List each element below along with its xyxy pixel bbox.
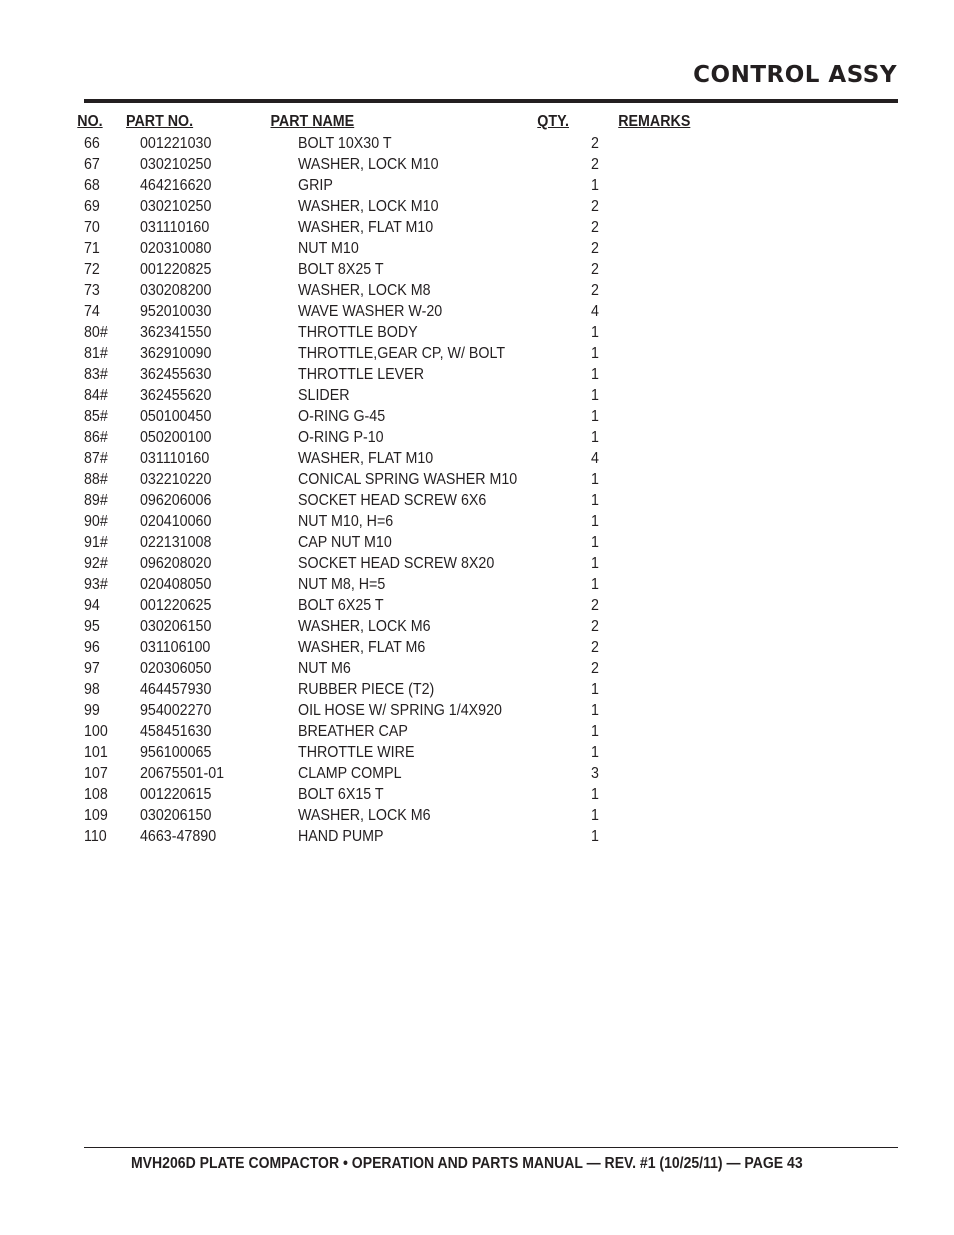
cell-no: 72 bbox=[84, 261, 100, 278]
table-row bbox=[0, 427, 954, 448]
cell-no: 93# bbox=[84, 576, 108, 593]
cell-qty: 2 bbox=[591, 240, 599, 257]
cell-qty: 2 bbox=[591, 198, 599, 215]
cell-part-name: NUT M6 bbox=[298, 660, 351, 677]
cell-part-name: O-RING P-10 bbox=[298, 429, 384, 446]
table-row bbox=[0, 343, 954, 364]
cell-part-name: WAVE WASHER W-20 bbox=[298, 303, 443, 320]
cell-no: 97 bbox=[84, 660, 100, 677]
cell-qty: 2 bbox=[591, 597, 599, 614]
table-row bbox=[0, 448, 954, 469]
cell-part-name: CAP NUT M10 bbox=[298, 534, 392, 551]
cell-part-no: 050100450 bbox=[140, 408, 212, 425]
cell-qty: 2 bbox=[591, 135, 599, 152]
cell-part-no: 001221030 bbox=[140, 135, 212, 152]
cell-part-name: O-RING G-45 bbox=[298, 408, 386, 425]
cell-qty: 1 bbox=[591, 576, 599, 593]
cell-part-no: 020306050 bbox=[140, 660, 212, 677]
table-row bbox=[0, 154, 954, 175]
cell-part-no: 022131008 bbox=[140, 534, 212, 551]
cell-qty: 1 bbox=[591, 513, 599, 530]
cell-part-name: NUT M8, H=5 bbox=[298, 576, 386, 593]
cell-no: 107 bbox=[84, 765, 108, 782]
title-rule bbox=[84, 99, 898, 103]
table-row bbox=[0, 217, 954, 238]
table-row bbox=[0, 679, 954, 700]
cell-part-name: RUBBER PIECE (T2) bbox=[298, 681, 435, 698]
cell-part-no: 030210250 bbox=[140, 156, 212, 173]
cell-part-name: BOLT 10X30 T bbox=[298, 135, 392, 152]
table-row bbox=[0, 490, 954, 511]
cell-qty: 2 bbox=[591, 261, 599, 278]
cell-part-no: 464216620 bbox=[140, 177, 212, 194]
cell-part-name: THROTTLE LEVER bbox=[298, 366, 424, 383]
page-footer: MVH206D PLATE COMPACTOR • OPERATION AND PARTS MANUAL — REV. #1 (10/25/11) — PAGE 43 bbox=[131, 1155, 803, 1172]
cell-part-no: 030206150 bbox=[140, 807, 212, 824]
table-row bbox=[0, 721, 954, 742]
table-row bbox=[0, 805, 954, 826]
cell-no: 74 bbox=[84, 303, 100, 320]
table-row bbox=[0, 616, 954, 637]
cell-no: 66 bbox=[84, 135, 100, 152]
cell-no: 100 bbox=[84, 723, 108, 740]
header-part-no: PART NO. bbox=[126, 113, 194, 130]
cell-no: 81# bbox=[84, 345, 108, 362]
cell-part-name: BOLT 6X25 T bbox=[298, 597, 384, 614]
cell-no: 90# bbox=[84, 513, 108, 530]
cell-qty: 1 bbox=[591, 324, 599, 341]
cell-part-name: THROTTLE,GEAR CP, W/ BOLT bbox=[298, 345, 506, 362]
cell-no: 69 bbox=[84, 198, 100, 215]
table-row bbox=[0, 763, 954, 784]
cell-part-no: 031110160 bbox=[140, 450, 210, 467]
table-row bbox=[0, 553, 954, 574]
table-row bbox=[0, 364, 954, 385]
cell-qty: 2 bbox=[591, 660, 599, 677]
table-row bbox=[0, 238, 954, 259]
cell-part-name: CLAMP COMPL bbox=[298, 765, 402, 782]
cell-part-name: BREATHER CAP bbox=[298, 723, 408, 740]
cell-part-name: BOLT 8X25 T bbox=[298, 261, 384, 278]
cell-part-name: WASHER, LOCK M10 bbox=[298, 198, 439, 215]
cell-part-name: HAND PUMP bbox=[298, 828, 384, 845]
cell-no: 71 bbox=[84, 240, 100, 257]
cell-qty: 1 bbox=[591, 807, 599, 824]
cell-part-name: WASHER, LOCK M8 bbox=[298, 282, 431, 299]
cell-no: 108 bbox=[84, 786, 108, 803]
cell-qty: 2 bbox=[591, 219, 599, 236]
table-row bbox=[0, 406, 954, 427]
table-row bbox=[0, 574, 954, 595]
table-row bbox=[0, 826, 954, 847]
cell-qty: 1 bbox=[591, 534, 599, 551]
cell-no: 67 bbox=[84, 156, 100, 173]
cell-part-no: 030208200 bbox=[140, 282, 212, 299]
cell-part-no: 032210220 bbox=[140, 471, 212, 488]
table-row bbox=[0, 133, 954, 154]
table-row bbox=[0, 532, 954, 553]
cell-part-name: SOCKET HEAD SCREW 6X6 bbox=[298, 492, 487, 509]
cell-part-name: SLIDER bbox=[298, 387, 350, 404]
cell-no: 101 bbox=[84, 744, 108, 761]
cell-no: 92# bbox=[84, 555, 108, 572]
cell-no: 88# bbox=[84, 471, 108, 488]
cell-part-no: 362341550 bbox=[140, 324, 212, 341]
cell-part-name: GRIP bbox=[298, 177, 333, 194]
cell-no: 68 bbox=[84, 177, 100, 194]
cell-no: 73 bbox=[84, 282, 100, 299]
table-row bbox=[0, 658, 954, 679]
cell-part-no: 030206150 bbox=[140, 618, 212, 635]
table-row bbox=[0, 784, 954, 805]
table-row bbox=[0, 280, 954, 301]
cell-qty: 1 bbox=[591, 786, 599, 803]
table-row bbox=[0, 196, 954, 217]
cell-no: 85# bbox=[84, 408, 108, 425]
cell-part-no: 020410060 bbox=[140, 513, 212, 530]
cell-part-name: THROTTLE BODY bbox=[298, 324, 418, 341]
cell-qty: 1 bbox=[591, 345, 599, 362]
cell-part-no: 050200100 bbox=[140, 429, 212, 446]
table-row bbox=[0, 700, 954, 721]
cell-no: 98 bbox=[84, 681, 100, 698]
cell-part-name: OIL HOSE W/ SPRING 1/4X920 bbox=[298, 702, 502, 719]
cell-qty: 1 bbox=[591, 828, 599, 845]
table-row bbox=[0, 511, 954, 532]
cell-part-no: 458451630 bbox=[140, 723, 212, 740]
table-row bbox=[0, 469, 954, 490]
cell-part-no: 20675501-01 bbox=[140, 765, 225, 782]
cell-part-no: 954002270 bbox=[140, 702, 212, 719]
cell-no: 99 bbox=[84, 702, 100, 719]
table-row bbox=[0, 637, 954, 658]
cell-part-no: 362910090 bbox=[140, 345, 212, 362]
table-row bbox=[0, 595, 954, 616]
cell-part-name: CONICAL SPRING WASHER M10 bbox=[298, 471, 518, 488]
cell-qty: 1 bbox=[591, 702, 599, 719]
cell-qty: 1 bbox=[591, 177, 599, 194]
cell-part-name: SOCKET HEAD SCREW 8X20 bbox=[298, 555, 495, 572]
cell-part-name: WASHER, FLAT M10 bbox=[298, 450, 434, 467]
cell-part-no: 362455620 bbox=[140, 387, 212, 404]
header-remarks: REMARKS bbox=[618, 113, 691, 130]
cell-part-no: 001220825 bbox=[140, 261, 212, 278]
page-title: CONTROL ASSY bbox=[693, 62, 897, 88]
cell-part-no: 952010030 bbox=[140, 303, 212, 320]
cell-qty: 1 bbox=[591, 387, 599, 404]
cell-qty: 2 bbox=[591, 156, 599, 173]
cell-part-name: BOLT 6X15 T bbox=[298, 786, 384, 803]
cell-qty: 1 bbox=[591, 471, 599, 488]
cell-no: 86# bbox=[84, 429, 108, 446]
header-qty: QTY. bbox=[537, 113, 569, 130]
cell-qty: 2 bbox=[591, 618, 599, 635]
cell-no: 89# bbox=[84, 492, 108, 509]
cell-no: 94 bbox=[84, 597, 100, 614]
cell-no: 95 bbox=[84, 618, 100, 635]
cell-qty: 1 bbox=[591, 429, 599, 446]
cell-part-no: 956100065 bbox=[140, 744, 212, 761]
cell-no: 84# bbox=[84, 387, 108, 404]
cell-part-no: 362455630 bbox=[140, 366, 212, 383]
cell-no: 96 bbox=[84, 639, 100, 656]
table-row bbox=[0, 742, 954, 763]
cell-no: 91# bbox=[84, 534, 108, 551]
cell-part-no: 020408050 bbox=[140, 576, 212, 593]
cell-no: 87# bbox=[84, 450, 108, 467]
cell-qty: 1 bbox=[591, 408, 599, 425]
cell-part-name: WASHER, LOCK M6 bbox=[298, 807, 431, 824]
cell-part-no: 001220615 bbox=[140, 786, 212, 803]
cell-part-no: 464457930 bbox=[140, 681, 212, 698]
cell-part-name: WASHER, FLAT M10 bbox=[298, 219, 434, 236]
cell-no: 110 bbox=[84, 828, 107, 845]
cell-qty: 1 bbox=[591, 555, 599, 572]
cell-qty: 1 bbox=[591, 366, 599, 383]
cell-part-name: WASHER, LOCK M6 bbox=[298, 618, 431, 635]
parts-table-header bbox=[0, 113, 878, 133]
cell-part-no: 001220625 bbox=[140, 597, 212, 614]
cell-part-name: WASHER, LOCK M10 bbox=[298, 156, 439, 173]
cell-qty: 3 bbox=[591, 765, 599, 782]
table-row bbox=[0, 322, 954, 343]
cell-qty: 1 bbox=[591, 492, 599, 509]
table-row bbox=[0, 385, 954, 406]
cell-no: 83# bbox=[84, 366, 108, 383]
cell-qty: 4 bbox=[591, 303, 599, 320]
cell-qty: 2 bbox=[591, 282, 599, 299]
header-part-name: PART NAME bbox=[270, 113, 355, 130]
cell-part-no: 4663-47890 bbox=[140, 828, 217, 845]
cell-part-name: WASHER, FLAT M6 bbox=[298, 639, 426, 656]
cell-part-name: NUT M10, H=6 bbox=[298, 513, 394, 530]
header-no: NO. bbox=[77, 113, 103, 130]
cell-qty: 2 bbox=[591, 639, 599, 656]
cell-part-no: 031106100 bbox=[140, 639, 211, 656]
footer-rule bbox=[84, 1147, 898, 1148]
cell-part-no: 096206006 bbox=[140, 492, 212, 509]
cell-part-no: 031110160 bbox=[140, 219, 210, 236]
table-row bbox=[0, 259, 954, 280]
cell-no: 70 bbox=[84, 219, 100, 236]
parts-table-body bbox=[0, 133, 954, 847]
cell-no: 80# bbox=[84, 324, 108, 341]
cell-no: 109 bbox=[84, 807, 108, 824]
cell-part-name: NUT M10 bbox=[298, 240, 359, 257]
cell-qty: 4 bbox=[591, 450, 599, 467]
cell-part-no: 030210250 bbox=[140, 198, 212, 215]
table-row bbox=[0, 175, 954, 196]
cell-qty: 1 bbox=[591, 744, 599, 761]
cell-part-no: 020310080 bbox=[140, 240, 212, 257]
cell-qty: 1 bbox=[591, 723, 599, 740]
table-row bbox=[0, 301, 954, 322]
cell-part-name: THROTTLE WIRE bbox=[298, 744, 415, 761]
cell-part-no: 096208020 bbox=[140, 555, 212, 572]
cell-qty: 1 bbox=[591, 681, 599, 698]
